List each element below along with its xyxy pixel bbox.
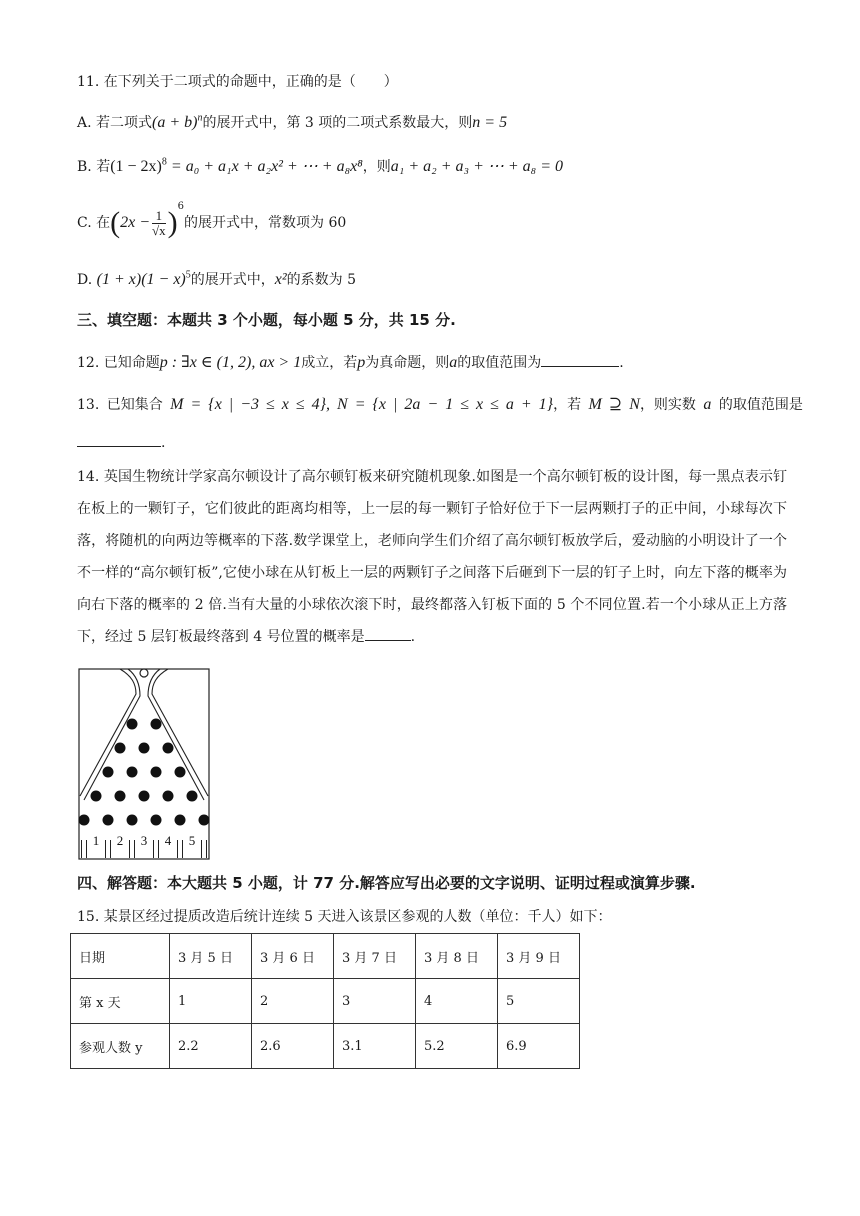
table-row-y [71,1024,580,1069]
funnel-left-inner [84,669,140,800]
table-cell: 3 月 7 日 [334,934,416,979]
q12: 12. 已知命题p : ∃x ∈ (1, 2), ax > 1成立，若p为真命题，则a的取值范围为 . [77,354,624,371]
slot-label: 4 [164,833,172,848]
q13: 13. 已知集合 M = {x | −3 ≤ x ≤ 4}, N = {x | 2a − 1 ≤ x ≤ a + 1}，若 M ⊇ N，则实数 a 的取值范围是 [77,396,803,413]
peg [79,815,90,826]
table-cell: 3 月 5 日 [170,934,252,979]
table-cell: 6.9 [498,1024,580,1069]
peg [115,743,126,754]
q11-option-c: C. 在(2x − $\frac{1}{√x}$ )$^6$的展开式中，常数项为 60 [77,201,347,239]
q13-answer-line: . [77,432,165,453]
galton-board-figure [78,668,210,860]
pegs-group [79,719,210,826]
table-cell: 1 [170,979,252,1024]
q11-option-b: B. 若$(1 - 2x)^8 = a_0 + a_1x + a_2x^2$ + ⋯ + a₈x⁸，则a₁ + a₂ + a₃ + ⋯ + a₈ = 0 [77,156,564,175]
peg [115,791,126,802]
table-cell: 2.6 [252,1024,334,1069]
table-cell: 2 [252,979,334,1024]
peg [163,791,174,802]
visitor-table [70,933,580,1069]
table-row-date [71,934,580,979]
q15-text: 15. 某景区经过提质改造后统计连续 5 天进入该景区参观的人数（单位：千人）如下： [77,909,612,925]
funnel-right-inner [148,669,204,800]
table-cell: 3.1 [334,1024,416,1069]
peg [127,767,138,778]
peg [103,815,114,826]
ball-entry-hole [140,669,148,677]
peg [139,791,150,802]
table-cell: 3 月 8 日 [416,934,498,979]
peg [199,815,210,826]
peg [175,815,186,826]
q13-answer-blank[interactable] [77,432,161,447]
slots-group [82,833,207,858]
q14-text: 14. 英国生物统计学家高尔顿设计了高尔顿钉板来研究随机现象.如图是一个高尔顿钉板的设计图，每一黑点表示钉在板上的一颗钉子，它们彼此的距离均相等，上一层的每一颗钉子恰好位于下一层两颗打子的正中间，小球每次下落，将随机的向两边等概率的下落.数学课堂上，老师向学生们介绍了高尔顿钉板放学后，爱动脑的小明设计了一个不一样的“高尔顿钉板”,它使小球在从钉板上一层的两颗钉子之间落下后砸到下一层的钉子上时，向左下落的概率为向右下落的概率的 2 倍.当有大量的小球依次滚下时，最终都落入钉板下面的 5 个不同位置.若一个小球从正上方落下，经过 5 层钉板最终落到 4 号位置的概率是 . [77,469,787,645]
slot-label: 5 [188,833,196,848]
peg [163,743,174,754]
q14-answer-blank[interactable] [365,626,411,641]
slot-label: 1 [92,833,100,848]
table-cell: 参观人数 y [71,1024,170,1069]
slot-label: 3 [140,833,148,848]
peg [151,815,162,826]
table-cell: 2.2 [170,1024,252,1069]
table-cell: 3 月 6 日 [252,934,334,979]
table-cell: 3 月 9 日 [498,934,580,979]
slot-label: 2 [116,833,124,848]
q11-option-d: D. $(1 + x)(1 - x)^5$的展开式中，x²的系数为 5 [77,269,357,288]
table-cell: 3 [334,979,416,1024]
peg [175,767,186,778]
q11-option-a: A. 若二项式$(a + b)^n$的展开式中，第 3 项的二项式系数最大，则n = 5 [77,112,508,131]
peg [151,767,162,778]
table-cell: 日期 [71,934,170,979]
section-4-title: 四、解答题：本大题共 5 小题，计 77 分.解答应写出必要的文字说明、证明过程或演算步骤. [77,874,696,892]
peg [151,719,162,730]
q11-stem: 11. 在下列关于二项式的命题中，正确的是（ ） [77,74,398,90]
table-cell: 5.2 [416,1024,498,1069]
peg [103,767,114,778]
peg [127,719,138,730]
peg [139,743,150,754]
q12-answer-blank[interactable] [541,352,619,367]
table-cell: 5 [498,979,580,1024]
peg [91,791,102,802]
table-cell: 第 x 天 [71,979,170,1024]
board-frame [79,669,209,859]
section-3-title: 三、填空题：本题共 3 个小题，每小题 5 分，共 15 分. [77,311,456,329]
table-row-x [71,979,580,1024]
table-cell: 4 [416,979,498,1024]
peg [127,815,138,826]
peg [187,791,198,802]
